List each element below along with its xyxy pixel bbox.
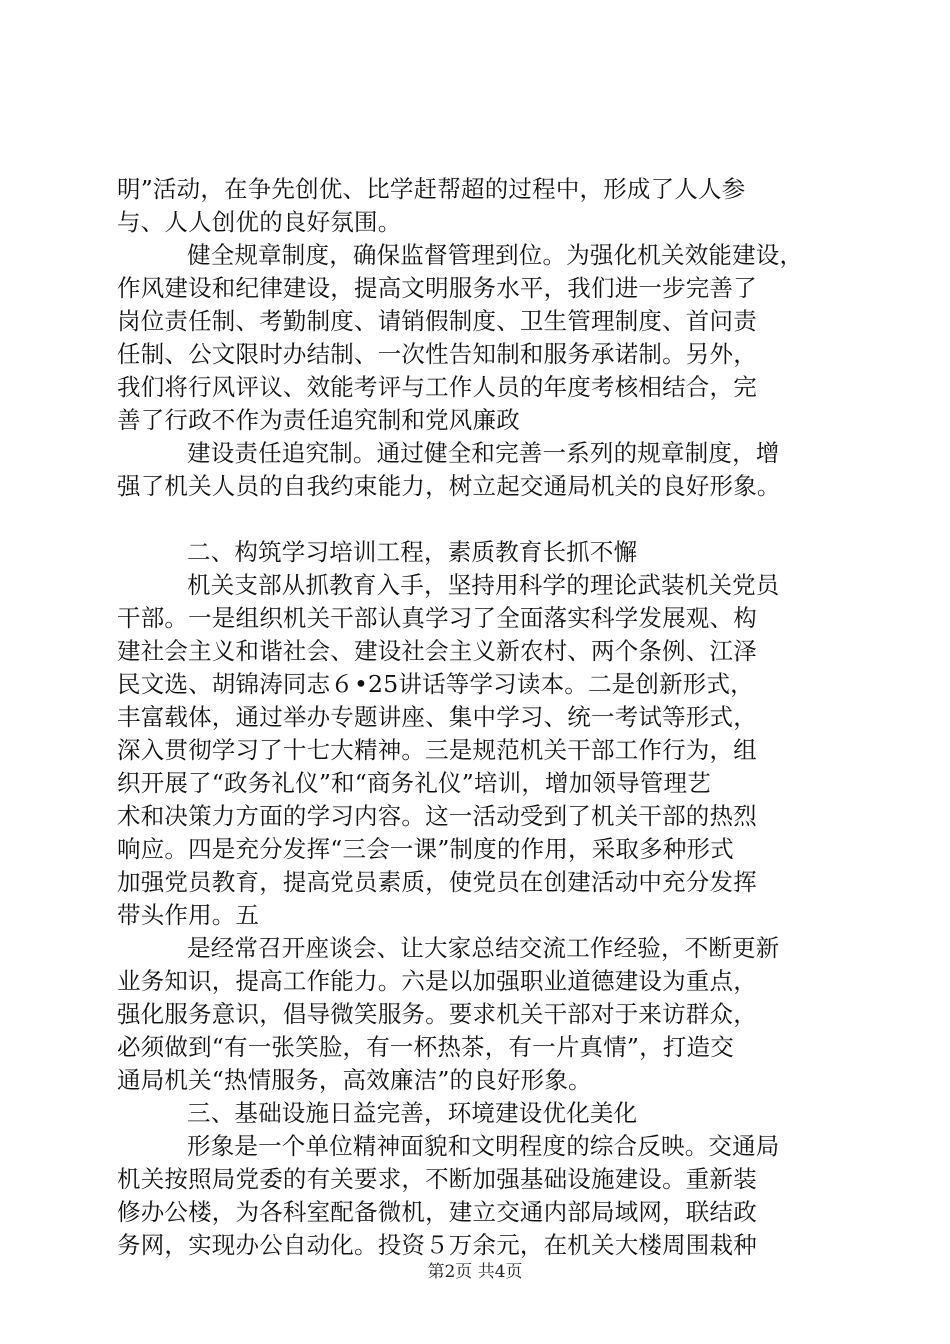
text-line: 民文选、胡锦涛同志６•25讲话等学习读本。二是创新形式， (117, 670, 754, 698)
text-line: 健全规章制度，确保监督管理到位。为强化机关效能建设， (187, 241, 804, 269)
text-line: 机关按照局党委的有关要求，不断加强基础设施建设。重新装 (117, 1165, 757, 1193)
text-line: 修办公楼，为各科室配备微机，建立交通内部局域网，联结政 (117, 1198, 757, 1226)
text-line: 任制、公文限时办结制、一次性告知制和服务承诺制。另外， (117, 340, 757, 368)
text-line: 作风建设和纪律建设，提高文明服务水平，我们进一步完善了 (117, 274, 757, 302)
text-line: 强了机关人员的自我约束能力，树立起交通局机关的良好形象。 (117, 472, 781, 500)
text-line: 形象是一个单位精神面貌和文明程度的综合反映。交通局 (187, 1132, 780, 1160)
text-line: 织开展了“政务礼仪”和“商务礼仪”培训，增加领导管理艺 (117, 769, 711, 797)
text-line: 善了行政不作为责任追究制和党风廉政 (117, 406, 520, 434)
text-line: 强化服务意识，倡导微笑服务。要求机关干部对于来访群众， (117, 1000, 757, 1028)
body-text (117, 173, 837, 1262)
text-line: 必须做到“有一张笑脸，有一杯热茶，有一片真情”，打造交 (117, 1033, 734, 1061)
text-line: 术和决策力方面的学习内容。这一活动受到了机关干部的热烈 (117, 802, 757, 830)
text-line: 三、基础设施日益完善，环境建设优化美化 (187, 1099, 638, 1127)
text-line: 响应。四是充分发挥“三会一课”制度的作用，采取多种形式 (117, 835, 734, 863)
text-line: 建设责任追究制。通过健全和完善一系列的规章制度，增 (187, 439, 780, 467)
text-line: 建社会主义和谐社会、建设社会主义新农村、两个条例、江泽 (117, 637, 757, 665)
text-line: 深入贯彻学习了十七大精神。三是规范机关干部工作行为，组 (117, 736, 757, 764)
text-line: 务网，实现办公自动化。投资５万余元，在机关大楼周围栽种 (117, 1231, 757, 1259)
text-line: 是经常召开座谈会、让大家总结交流工作经验，不断更新 (187, 934, 780, 962)
blank-line (117, 503, 837, 536)
page-footer: 第2页 共4页 (427, 1262, 523, 1282)
text-line: 二、构筑学习培训工程，素质教育长抓不懈 (187, 538, 638, 566)
text-line: 丰富载体，通过举办专题讲座、集中学习、统一考试等形式， (117, 703, 757, 731)
text-line: 通局机关“热情服务，高效廉洁”的良好形象。 (117, 1066, 592, 1094)
text-line: 岗位责任制、考勤制度、请销假制度、卫生管理制度、首问责 (117, 307, 757, 335)
text-line: 我们将行风评议、效能考评与工作人员的年度考核相结合，完 (117, 373, 757, 401)
text-line: 机关支部从抓教育入手，坚持用科学的理论武装机关党员 (187, 571, 780, 599)
text-line: 明”活动，在争先创优、比学赶帮超的过程中，形成了人人参 (117, 175, 746, 203)
text-line: 业务知识，提高工作能力。六是以加强职业道德建设为重点， (117, 967, 757, 995)
text-line: 干部。一是组织机关干部认真学习了全面落实科学发展观、构 (117, 604, 757, 632)
text-line: 与、人人创优的良好氛围。 (117, 208, 402, 236)
text-line: 加强党员教育，提高党员素质，使党员在创建活动中充分发挥 (117, 868, 757, 896)
text-line: 带头作用。五 (117, 901, 260, 929)
